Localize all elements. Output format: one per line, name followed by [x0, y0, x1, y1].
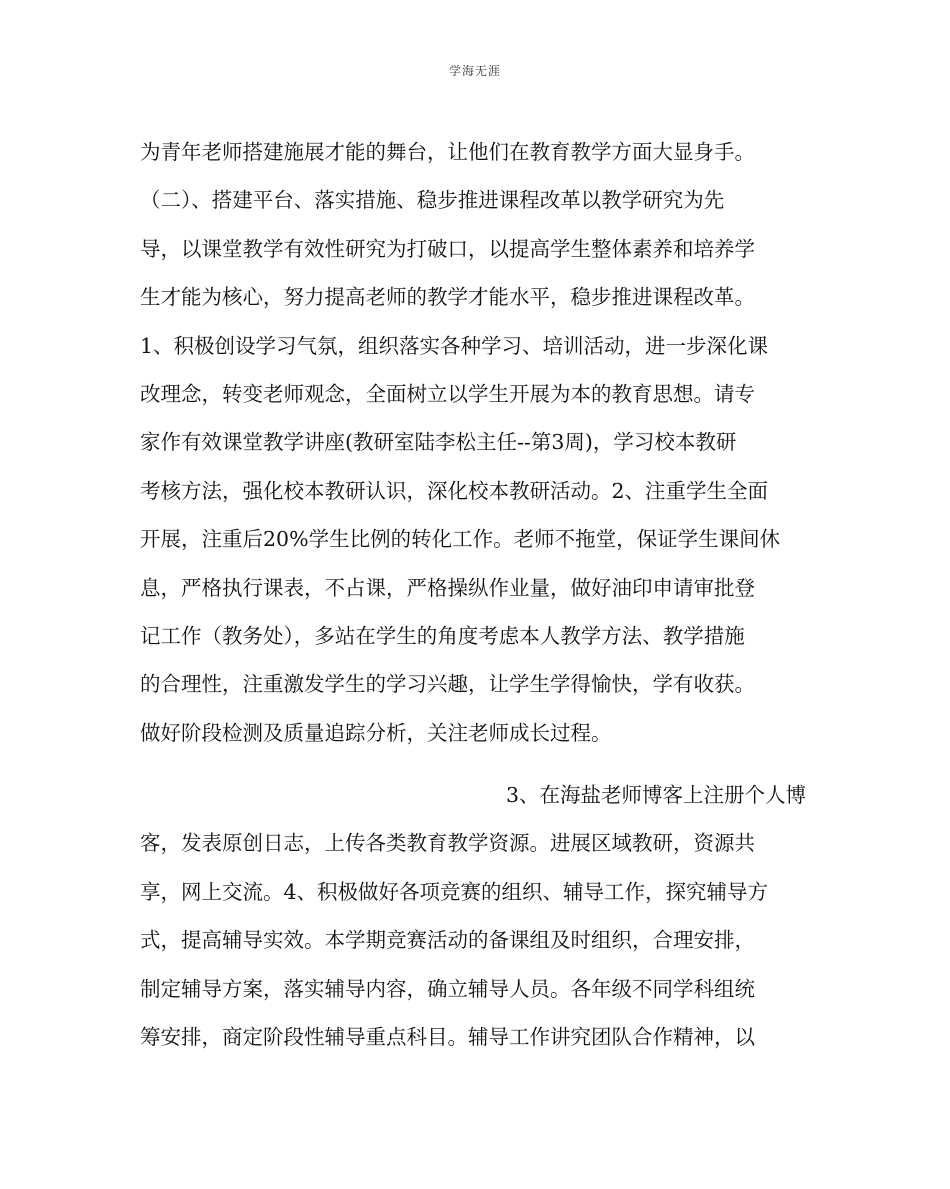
body-text: [140, 128, 810, 1061]
text-line: 享，网上交流。4、积极做好各项竞赛的组织、辅导工作，探究辅导方: [140, 879, 769, 904]
text-line-right-aligned: 3、在海盐老师博客上注册个人博: [505, 783, 806, 808]
text-line: 式，提高辅导实效。本学期竞赛活动的备课组及时组织，合理安排，: [140, 928, 755, 953]
text-line: 1、积极创设学习气氛，组织落实各种学习、培训活动，进一步深化课: [140, 333, 769, 358]
text-line: 生才能为核心，努力提高老师的教学才能水平，稳步推进课程改革。: [140, 285, 755, 310]
text-line: （二）、搭建平台、落实措施、稳步推进课程改革以教学研究为先: [140, 188, 725, 213]
text-line: 考核方法，强化校本教研认识，深化校本教研活动。2、注重学生全面: [140, 478, 769, 503]
text-line: 筹安排，商定阶段性辅导重点科目。辅导工作讲究团队合作精神，以: [140, 1025, 755, 1050]
text-line: 导，以课堂教学有效性研究为打破口，以提高学生整体素养和培养学: [140, 236, 755, 261]
text-line: 开展，注重后20%学生比例的转化工作。老师不拖堂，保证学生课间休: [140, 527, 781, 552]
text-line: 改理念，转变老师观念，全面树立以学生开展为本的教育思想。请专: [140, 381, 755, 406]
text-line: 制定辅导方案，落实辅导内容，确立辅导人员。各年级不同学科组统: [140, 976, 755, 1001]
text-line: 记工作（教务处），多站在学生的角度考虑本人教学方法、教学措施: [140, 623, 745, 648]
paragraph-gap: [140, 757, 810, 771]
text-line: 家作有效课堂教学讲座(教研室陆李松主任--第3周)，学习校本教研: [140, 430, 737, 455]
page-header: 学海无涯: [448, 64, 501, 78]
text-line: 息，严格执行课表，不占课，严格操纵作业量，做好油印申请审批登: [140, 575, 755, 600]
text-line: 客，发表原创日志，上传各类教育教学资源。进展区域教研，资源共: [140, 831, 755, 856]
text-line: 的合理性，注重激发学生的学习兴趣，让学生学得愉快，学有收获。: [140, 672, 755, 697]
text-line: 做好阶段检测及质量追踪分析，关注老师成长过程。: [140, 720, 612, 745]
text-line: 为青年老师搭建施展才能的舞台，让他们在教育教学方面大显身手。: [140, 140, 755, 164]
